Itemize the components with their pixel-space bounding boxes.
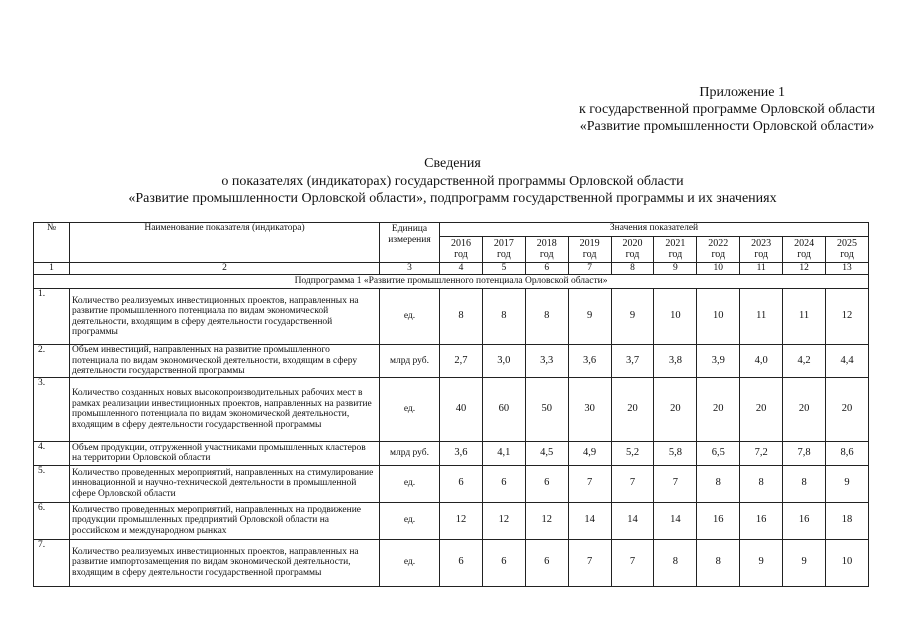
indicator-name: Объем инвестиций, направленных на развитие промышленного потенциала по видам экономической деятельности, входящим в сферу деятельности государственной программы	[70, 345, 380, 378]
appendix-program-name: «Развитие промышленности Орловской области»	[579, 119, 875, 134]
table-body	[34, 289, 869, 587]
value-cell: 9	[568, 289, 611, 345]
year-header	[783, 237, 826, 263]
value-cell: 20	[826, 377, 869, 441]
value-cell: 7	[568, 465, 611, 502]
value-cell: 8	[482, 289, 525, 345]
year-header	[611, 237, 654, 263]
value-cell: 6	[482, 539, 525, 586]
value-cell: 8	[697, 539, 740, 586]
year-suffix: год	[497, 248, 511, 260]
value-cell: 14	[654, 502, 697, 539]
value-cell: 20	[783, 377, 826, 441]
value-cell: 9	[611, 289, 654, 345]
year-header	[440, 237, 483, 263]
value-cell: 8	[440, 289, 483, 345]
value-cell: 9	[740, 539, 783, 586]
value-cell: 20	[697, 377, 740, 441]
unit-cell: ед.	[380, 377, 440, 441]
value-cell: 14	[568, 502, 611, 539]
header-indicator-name: Наименование показателя (индикатора)	[70, 223, 380, 263]
appendix-program-ref: к государственной программе Орловской области	[579, 102, 875, 117]
year-header	[740, 237, 783, 263]
value-cell: 4,0	[740, 345, 783, 378]
unit-cell: млрд руб.	[380, 441, 440, 465]
indicator-name: Количество реализуемых инвестиционных проектов, направленных на развитие промышленного потенциала по видам экономической деятельности, входящим в сферу деятельности государственной программы	[70, 289, 380, 345]
value-cell: 3,6	[568, 345, 611, 378]
heading-subtitle: о показателях (индикаторах) государственной программы Орловской области	[221, 173, 684, 189]
indicator-name: Объем продукции, отгруженной участниками промышленных кластеров на территории Орловской области	[70, 441, 380, 465]
value-cell: 7	[611, 539, 654, 586]
year-suffix: год	[711, 248, 726, 260]
unit-cell: млрд руб.	[380, 345, 440, 378]
value-cell: 20	[740, 377, 783, 441]
value-cell: 12	[826, 289, 869, 345]
year-suffix: год	[582, 248, 597, 260]
table-row	[34, 502, 869, 539]
value-cell: 14	[611, 502, 654, 539]
row-number: 2.	[34, 345, 70, 378]
table-row	[34, 539, 869, 586]
indicators-table	[33, 222, 869, 587]
appendix-title: Приложение 1	[699, 85, 785, 100]
value-cell: 7,2	[740, 441, 783, 465]
value-cell: 10	[697, 289, 740, 345]
unit-cell: ед.	[380, 539, 440, 586]
value-cell: 8	[525, 289, 568, 345]
table-row	[34, 465, 869, 502]
value-cell: 5,8	[654, 441, 697, 465]
value-cell: 9	[826, 465, 869, 502]
column-index: 7	[568, 263, 611, 275]
table-row	[34, 441, 869, 465]
year-header	[697, 237, 740, 263]
value-cell: 18	[826, 502, 869, 539]
value-cell: 20	[654, 377, 697, 441]
value-cell: 4,2	[783, 345, 826, 378]
row-number: 6.	[34, 502, 70, 539]
value-cell: 8	[783, 465, 826, 502]
year-header	[568, 237, 611, 263]
column-index: 12	[783, 263, 826, 275]
row-number: 4.	[34, 441, 70, 465]
value-cell: 7,8	[783, 441, 826, 465]
column-index: 11	[740, 263, 783, 275]
value-cell: 3,8	[654, 345, 697, 378]
value-cell: 30	[568, 377, 611, 441]
table-row	[34, 289, 869, 345]
value-cell: 8	[740, 465, 783, 502]
value-cell: 6,5	[697, 441, 740, 465]
column-index: 1	[34, 263, 70, 275]
year-header	[525, 237, 568, 263]
value-cell: 11	[783, 289, 826, 345]
year-value: 2024	[794, 238, 815, 249]
heading-program: «Развитие промышленности Орловской области», подпрограмм государственной программы и их значениях	[128, 191, 777, 206]
value-cell: 12	[440, 502, 483, 539]
indicator-name: Количество проведенных мероприятий, направленных на стимулирование инновационной и научно-технической деятельности в промышленной сфере Орловской области	[70, 465, 380, 502]
subprogram-row	[34, 275, 869, 289]
value-cell: 11	[740, 289, 783, 345]
year-value: 2017	[493, 238, 514, 249]
column-index: 3	[380, 263, 440, 275]
year-suffix: год	[454, 248, 468, 260]
value-cell: 3,7	[611, 345, 654, 378]
value-cell: 3,3	[525, 345, 568, 378]
year-value: 2022	[708, 238, 729, 249]
value-cell: 50	[525, 377, 568, 441]
value-cell: 12	[525, 502, 568, 539]
column-index: 10	[697, 263, 740, 275]
value-cell: 40	[440, 377, 483, 441]
year-value: 2020	[622, 238, 643, 249]
value-cell: 6	[440, 465, 483, 502]
year-value: 2025	[837, 238, 858, 249]
year-header	[482, 237, 525, 263]
column-index: 6	[525, 263, 568, 275]
column-index: 13	[826, 263, 869, 275]
column-index: 8	[611, 263, 654, 275]
year-value: 2018	[536, 238, 557, 249]
table-row	[34, 345, 869, 378]
value-cell: 16	[783, 502, 826, 539]
year-value: 2023	[751, 238, 772, 249]
document-heading	[0, 155, 905, 208]
year-value: 2019	[579, 238, 600, 249]
value-cell: 6	[482, 465, 525, 502]
value-cell: 3,6	[440, 441, 483, 465]
value-cell: 10	[654, 289, 697, 345]
value-cell: 8	[654, 539, 697, 586]
row-number: 1.	[34, 289, 70, 345]
value-cell: 4,1	[482, 441, 525, 465]
value-cell: 4,4	[826, 345, 869, 378]
header-values: Значения показателей	[440, 223, 869, 237]
value-cell: 5,2	[611, 441, 654, 465]
value-cell: 3,9	[697, 345, 740, 378]
header-number: №	[34, 223, 70, 263]
value-cell: 10	[826, 539, 869, 586]
row-number: 5.	[34, 465, 70, 502]
value-cell: 4,9	[568, 441, 611, 465]
subprogram-title: Подпрограмма 1 «Развитие промышленного потенциала Орловской области»	[34, 275, 869, 289]
year-suffix: год	[840, 248, 854, 260]
value-cell: 60	[482, 377, 525, 441]
value-cell: 7	[568, 539, 611, 586]
year-suffix: год	[539, 248, 554, 260]
value-cell: 9	[783, 539, 826, 586]
column-index: 4	[440, 263, 483, 275]
heading-title: Сведения	[424, 156, 481, 171]
unit-cell: ед.	[380, 465, 440, 502]
column-index-row	[34, 263, 869, 275]
indicator-name: Количество проведенных мероприятий, направленных на продвижение продукции промышленных предприятий Орловской области на российском и международном рынках	[70, 502, 380, 539]
column-index: 5	[482, 263, 525, 275]
year-suffix: год	[797, 248, 811, 260]
value-cell: 7	[654, 465, 697, 502]
year-suffix: год	[625, 248, 640, 260]
value-cell: 16	[697, 502, 740, 539]
unit-cell: ед.	[380, 289, 440, 345]
value-cell: 4,5	[525, 441, 568, 465]
value-cell: 6	[525, 465, 568, 502]
row-number: 3.	[34, 377, 70, 441]
year-value: 2021	[665, 238, 686, 249]
column-index: 2	[70, 263, 380, 275]
value-cell: 16	[740, 502, 783, 539]
column-index: 9	[654, 263, 697, 275]
value-cell: 20	[611, 377, 654, 441]
year-header	[826, 237, 869, 263]
year-suffix: год	[668, 248, 683, 260]
indicator-name: Количество созданных новых высокопроизводительных рабочих мест в рамках реализации инвестиционных проектов, направленных на развитие промышленного потенциала по видам экономической деятельности, входящим в сферу деятельности государственной программы	[70, 377, 380, 441]
value-cell: 12	[482, 502, 525, 539]
value-cell: 6	[440, 539, 483, 586]
appendix-header	[579, 84, 875, 135]
value-cell: 8,6	[826, 441, 869, 465]
year-header	[654, 237, 697, 263]
indicator-name: Количество реализуемых инвестиционных проектов, направленных на развитие импортозамещения по видам экономической деятельности, входящим в сферу деятельности государственной программы	[70, 539, 380, 586]
header-unit: Единица измерения	[380, 223, 440, 263]
value-cell: 7	[611, 465, 654, 502]
value-cell: 8	[697, 465, 740, 502]
year-value: 2016	[450, 238, 471, 249]
value-cell: 3,0	[482, 345, 525, 378]
value-cell: 6	[525, 539, 568, 586]
table-row	[34, 377, 869, 441]
row-number: 7.	[34, 539, 70, 586]
value-cell: 2,7	[440, 345, 483, 378]
year-suffix: год	[754, 248, 768, 260]
unit-cell: ед.	[380, 502, 440, 539]
